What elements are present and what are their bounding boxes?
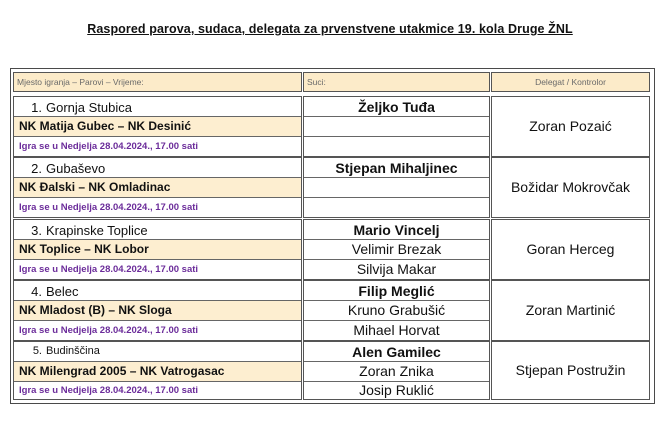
- assistant-referee: Silvija Makar: [356, 261, 437, 277]
- schedule-table: [10, 68, 655, 404]
- match-number: 5.: [32, 345, 42, 357]
- match-number: 4.: [31, 284, 42, 299]
- assistant-referee: Mihael Horvat: [353, 322, 440, 338]
- referee-column-header: Suci:: [303, 72, 490, 92]
- match-venue: [20, 223, 148, 238]
- match-time: Igra se u Nedjelja 28.04.2024., 17.00 sati: [19, 264, 199, 275]
- venue-name: Belec: [46, 284, 79, 299]
- match-teams: NK Milengrad 2005 – NK Vatrogasac: [14, 361, 301, 381]
- match-time: Igra se u Nedjelja 28.04.2024., 17.00 sati: [19, 202, 199, 213]
- match-venue: [20, 161, 105, 176]
- assistant-referee: Josip Ruklić: [359, 382, 434, 398]
- delegate-name: Zoran Pozaić: [529, 118, 612, 134]
- match-venue: [20, 284, 79, 299]
- main-referee: Filip Meglić: [358, 283, 435, 299]
- match-number: 3.: [31, 223, 42, 238]
- match-teams: NK Matija Gubec – NK Desinić: [14, 116, 301, 136]
- match-teams: NK Đalski – NK Omladinac: [14, 177, 301, 197]
- main-referee: Mario Vincelj: [353, 222, 440, 238]
- match-3-delegate: [491, 219, 650, 280]
- venue-name: Gubaševo: [46, 161, 106, 176]
- match-4-delegate: [491, 280, 650, 341]
- match-3-info: [13, 219, 302, 280]
- match-2-delegate: [491, 157, 650, 218]
- match-5-delegate: [491, 341, 650, 400]
- delegate-name: Božidar Mokrovčak: [510, 179, 631, 195]
- match-teams: NK Mladost (B) – NK Sloga: [14, 300, 301, 320]
- assistant-referee: Zoran Znika: [359, 363, 434, 379]
- match-venue: [20, 345, 100, 357]
- match-4-info: [13, 280, 302, 341]
- main-referee: Stjepan Mihaljinec: [335, 160, 458, 176]
- match-2-info: [13, 157, 302, 218]
- match-time: Igra se u Nedjelja 28.04.2024., 17.00 sati: [19, 325, 199, 336]
- match-5-info: [13, 341, 302, 400]
- match-number: 1.: [31, 100, 42, 115]
- match-number: 2.: [31, 161, 42, 176]
- match-teams: NK Toplice – NK Lobor: [14, 239, 301, 259]
- main-referee: Željko Tuđa: [358, 99, 435, 115]
- venue-name: Krapinske Toplice: [46, 223, 148, 238]
- delegate-name: Goran Herceg: [526, 241, 615, 257]
- venue-column-header: Mjesto igranja – Parovi – Vrijeme:: [13, 72, 302, 92]
- delegate-column-header: Delegat / Kontrolor: [491, 72, 650, 92]
- match-1-delegate: [491, 96, 650, 157]
- match-time: Igra se u Nedjelja 28.04.2024., 17.00 sati: [19, 141, 199, 152]
- match-1-referees: [303, 96, 490, 157]
- match-5-referees: [303, 341, 490, 400]
- venue-name: Gornja Stubica: [46, 100, 132, 115]
- delegate-name: Zoran Martinić: [525, 302, 616, 318]
- assistant-referee: Velimir Brezak: [351, 241, 442, 257]
- main-referee: Alen Gamilec: [352, 344, 441, 360]
- match-time: Igra se u Nedjelja 28.04.2024., 17.00 sati: [19, 385, 199, 396]
- match-4-referees: [303, 280, 490, 341]
- match-3-referees: [303, 219, 490, 280]
- venue-name: Budinščina: [46, 345, 100, 357]
- delegate-name: Stjepan Postružin: [515, 362, 626, 378]
- assistant-referee: Kruno Grabušić: [347, 302, 446, 318]
- match-venue: [20, 100, 132, 115]
- match-2-referees: [303, 157, 490, 218]
- page-title: Raspored parova, sudaca, delegata za prvenstvene utakmice 19. kola Druge ŽNL: [87, 22, 573, 36]
- match-1-info: [13, 96, 302, 157]
